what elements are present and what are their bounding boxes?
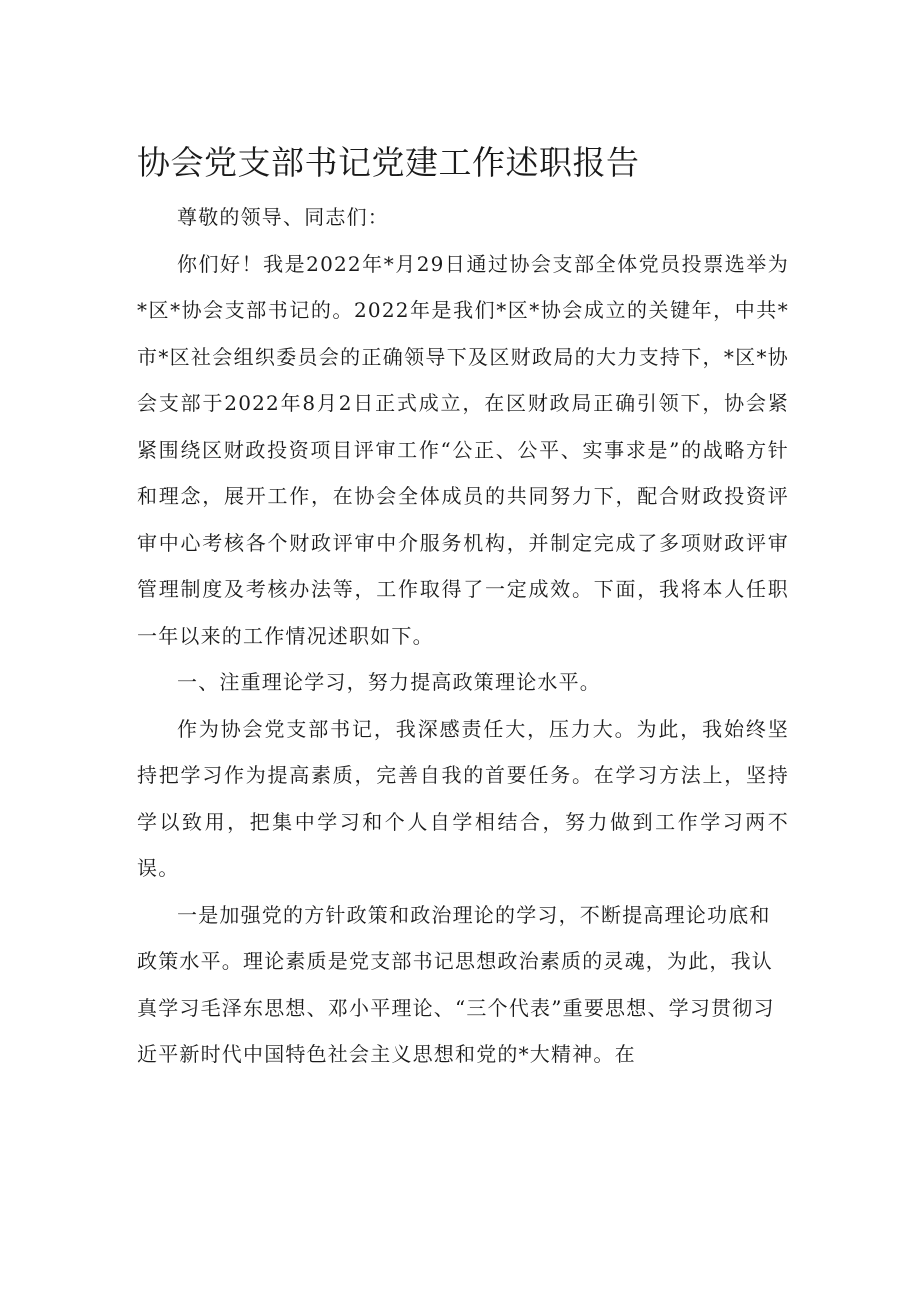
document-title: 协会党支部书记党建工作述职报告 (137, 143, 640, 182)
body-paragraph: 作为协会党支部书记，我深感责任大，压力大。为此，我始终坚持把学习作为提高素质，完善自我的首要任务。在学习方法上，坚持学以致用，把集中学习和个人自学相结合，努力做到工作学习两不误。 (137, 716, 789, 880)
section-heading: 一、注重理论学习，努力提高政策理论水平。 (177, 670, 601, 694)
document-body (137, 194, 789, 1078)
intro-paragraph: 你们好！我是2022年*月29日通过协会支部全体党员投票选举为*区*协会支部书记的。2022年是我们*区*协会成立的关键年，中共*市*区社会组织委员会的正确领导下及区财政局的大力支持下，*区*协会支部于2022年8月2日正式成立，在区财政局正确引领下，协会紧紧围绕区财政投资项目评审工作“公正、公平、实事求是”的战略方针和理念，展开工作，在协会全体成员的共同努力下，配合财政投资评审中心考核各个财政评审中介服务机构，并制定完成了多项财政评审管理制度及考核办法等，工作取得了一定成效。下面，我将本人任职一年以来的工作情况述职如下。 (137, 251, 789, 648)
salutation-paragraph: 尊敬的领导、同志们： (177, 205, 389, 229)
body-paragraph: 一是加强党的方针政策和政治理论的学习，不断提高理论功底和政策水平。理论素质是党支部书记思想政治素质的灵魂，为此，我认真学习毛泽东思想、邓小平理论、“三个代表”重要思想、学习贯彻习近平新时代中国特色社会主义思想和党的*大精神。在 (137, 902, 775, 1066)
